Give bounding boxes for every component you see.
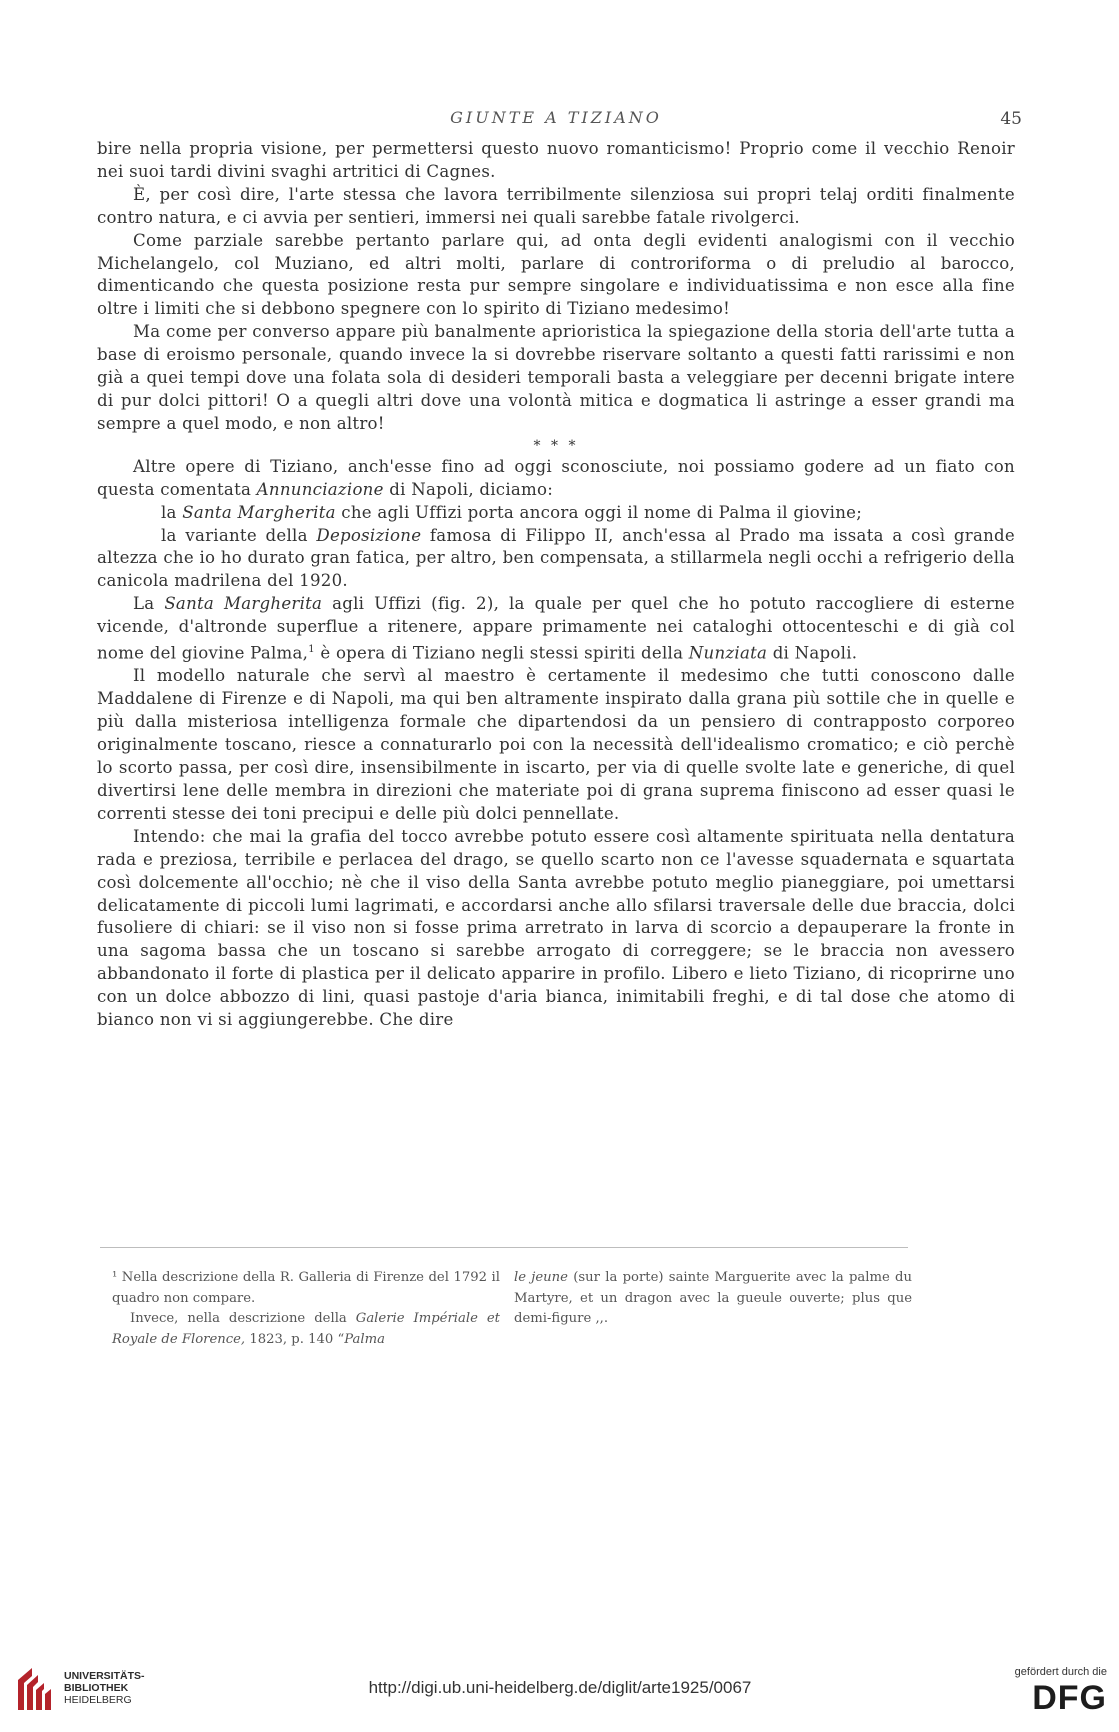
text-run: La bbox=[133, 594, 155, 614]
paragraph: bire nella propria visione, per permettersi questo nuovo romanticismo! Proprio come il vecchio Renoir nei suoi tardi divini svaghi artritici di Cagnes. bbox=[97, 139, 1015, 181]
library-name-line: HEIDELBERG bbox=[64, 1694, 132, 1706]
paragraph: Come parziale sarebbe pertanto parlare qui, ad onta degli evidenti analogismi con il vecchio Michelangelo, col Muziano, ed altri molti, parlare di controriforma o di preludio al barocco, dimenticando che questa posizione resta pur sempre singolare e individuatissima e non esce alla fine oltre i limiti che si debbono spegnere con lo spirito di Tiziano medesimo! bbox=[97, 230, 1015, 319]
library-name-line: BIBLIOTHEK bbox=[64, 1682, 129, 1694]
text-run: (sur la porte) sainte Marguerite avec la palme du Martyre, et un dragon avec la gueule ouverte; plus que demi-figure ,,. bbox=[514, 1270, 912, 1327]
digitization-footer bbox=[0, 1640, 1119, 1732]
footnotes bbox=[112, 1268, 912, 1350]
footnote bbox=[514, 1268, 912, 1330]
running-title: GIUNTE A TIZIANO bbox=[450, 108, 662, 127]
list-item bbox=[97, 525, 1015, 594]
paragraph: Ma come per converso appare più banalmente aprioristica la spiegazione della storia dell'arte tutta a base di eroismo personale, quando invece la si dovrebbe riservare soltanto a questi fatti rarissimi e non già a quei tempi dove una folata sola di desideri temporali basta a veleggiare per decenni brigate intere di pur dolci pittori! O a quegli altri dove una volontà mitica e dogmatica li astringe a esser grandi ma sempre a quel modo, e non altro! bbox=[97, 322, 1015, 433]
text-run: di Napoli. bbox=[772, 643, 858, 663]
funding-caption: gefördert durch die bbox=[1014, 1666, 1107, 1678]
list-item bbox=[97, 502, 1015, 525]
paragraph: Il modello naturale che servì al maestro è certamente il medesimo che tutti conoscono dalle Maddalene di Firenze e di Napoli, ma qui ben altramente inspirato dalla grana più sottile che in quelle e più dalla misteriosa intelligenza formale che dipartendosi da un pensiero di contrapposto corporeo originalmente toscano, riesce a connaturarlo poi con la necessità dell'idealismo cromatico; e ciò perchè lo scorto passa, per così dire, insensibilmente in iscarto, per via di quelle svolte late e generiche, di quel divertirsi lene delle membra in direzioni che materiate poi di grana suprema finiscono ad esser quasi le correnti stesse dei toni precipui e delle più dolci pennellate. bbox=[97, 666, 1015, 823]
dfg-logo-text: DFG bbox=[1032, 1679, 1107, 1717]
section-separator: * * * bbox=[533, 437, 579, 454]
paragraph bbox=[97, 456, 1015, 502]
paragraph bbox=[97, 593, 1015, 665]
paragraph: È, per così dire, l'arte stessa che lavora terribilmente silenziosa sui propri telaj orditi finalmente contro natura, e ci avvia per sentieri, immersi nei quali sarebbe fatale rivolgerci. bbox=[97, 184, 1015, 227]
footnote: ¹ Nella descrizione della R. Galleria di Firenze del 1792 il quadro non compare. bbox=[112, 1270, 500, 1306]
text-run: di Napoli, diciamo: bbox=[389, 479, 554, 499]
text-run: la variante della bbox=[161, 525, 308, 545]
library-name-line: UNIVERSITÄTS- bbox=[64, 1670, 145, 1682]
italic-title: Deposizione bbox=[316, 525, 422, 545]
library-name bbox=[64, 1670, 145, 1706]
text-run: Invece, nella descrizione della bbox=[130, 1311, 347, 1327]
library-logo[interactable] bbox=[14, 1666, 164, 1716]
italic-title: Santa Margherita bbox=[164, 594, 323, 614]
running-head bbox=[90, 108, 1022, 132]
text-run: è opera di Tiziano negli stessi spiriti della bbox=[320, 643, 684, 663]
footnote-column-left bbox=[112, 1268, 500, 1350]
italic-title: Nunziata bbox=[688, 643, 768, 663]
paragraph: Intendo: che mai la grafia del tocco avrebbe potuto essere così altamente spirituata nella dentatura rada e preziosa, terribile e perlacea del drago, se quello scarto non ce l'avesse squadernata e squartata così dolcemente all'occhio; nè che il viso della Santa avrebbe potuto meglio pianeggiare, poi umettarsi delicatamente di piccoli lumi lagrimati, e accordarsi anche allo sfilarsi traversale delle due braccia, dolci fusoliere di chiari: se il viso non si fosse prima arretrato in larva di scorcio a depauperare la fronte in una sagoma bassa che un toscano si sarebbe arrogato di correggere; se le braccia non avessero abbandonato il forte di plastica per il delicato apparire in profilo. Libero e lieto Tiziano, di ricoprirne uno con un dolce abbozzo di lini, quasi pastoje d'aria bianca, inimitabili freghi, e di tal dose che atomo di bianco non vi si aggiungerebbe. Che dire bbox=[97, 826, 1015, 1030]
italic-title: Palma bbox=[344, 1331, 385, 1347]
page-number: 45 bbox=[1000, 109, 1022, 129]
body-text bbox=[97, 138, 1015, 1032]
footnote-divider bbox=[100, 1247, 908, 1248]
library-emblem-icon bbox=[14, 1666, 58, 1712]
italic-title: Annunciazione bbox=[256, 479, 384, 499]
footnote-ref[interactable]: 1 bbox=[308, 644, 315, 656]
italic-title: le jeune bbox=[514, 1270, 568, 1285]
italic-title: Galerie Impériale et Royale de Florence, bbox=[112, 1311, 500, 1347]
text-run: famosa di Filippo II, anch'essa al Prado ma issata a così grande altezza che io ho durato gran fatica, per altro, ben compensata, a stillarmela negli occhi a refrigerio della canicola madrilena del 1920. bbox=[97, 525, 1015, 591]
text-run: che agli Uffizi porta ancora oggi il nome di Palma il giovine; bbox=[341, 502, 863, 522]
text-run: la bbox=[161, 502, 177, 522]
funder-logo[interactable] bbox=[987, 1666, 1107, 1716]
footnote bbox=[112, 1309, 500, 1350]
text-run: Altre opere di Tiziano, anch'esse fino ad oggi sconosciute, noi possiamo godere ad un fiato con questa comentata bbox=[97, 456, 1015, 499]
source-url-link[interactable]: http://digi.ub.uni-heidelberg.de/diglit/arte1925/0067 bbox=[368, 1678, 752, 1697]
text-run: 1823, p. 140 “ bbox=[249, 1331, 345, 1347]
footnote-column-right bbox=[514, 1268, 912, 1350]
italic-title: Santa Margherita bbox=[182, 502, 336, 522]
text-run: agli Uffizi (fig. 2), la quale per quel che ho potuto raccogliere di esterne vicende, d'altronde superflue a ritenere, appare primamente nei cataloghi ottocenteschi e di già col nome del giovine Palma, bbox=[97, 594, 1016, 663]
